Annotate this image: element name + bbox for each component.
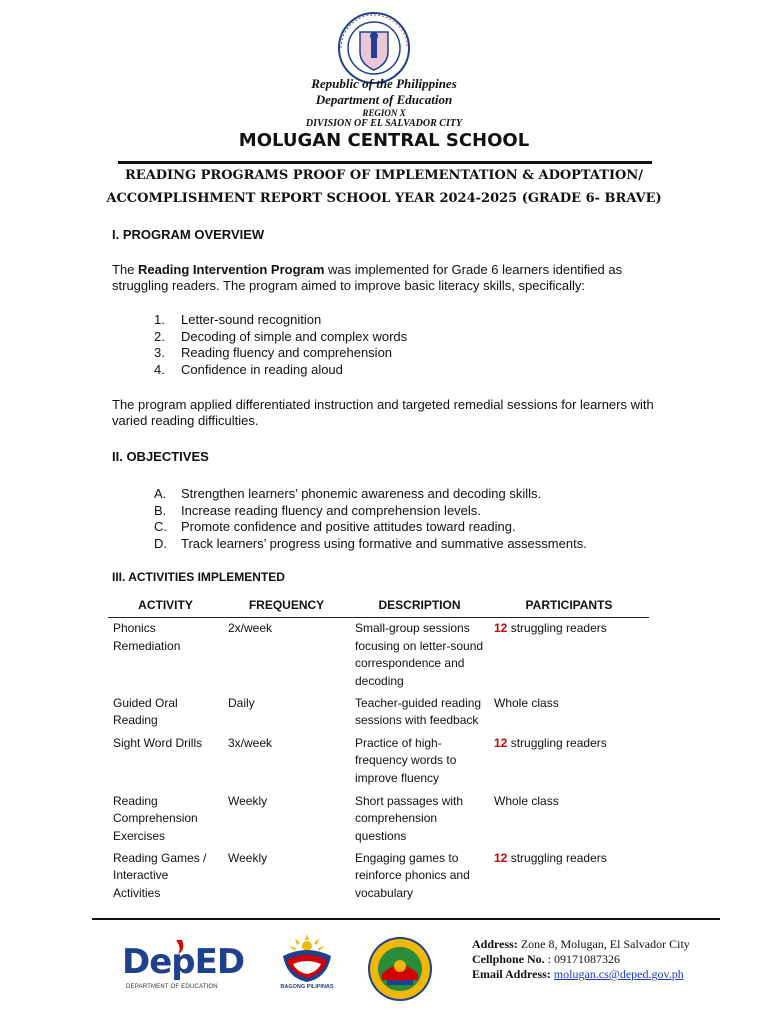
bagong-pilipinas-icon (277, 934, 337, 984)
table-row (108, 848, 649, 906)
cell-frequency: 2x/week (228, 621, 273, 635)
participant-text: struggling readers (507, 735, 607, 750)
phone-line (472, 952, 690, 967)
cell-participants (489, 848, 649, 906)
table-row (108, 791, 649, 848)
header-division: DIVISION OF EL SALVADOR CITY (305, 118, 463, 129)
list-marker: 1. (154, 312, 165, 327)
cell-description: Engaging games to reinforce phonics and vocabulary (355, 850, 470, 900)
overview-intro-pre: The (112, 262, 139, 277)
activities-table (108, 596, 649, 906)
list-marker: A. (154, 486, 167, 501)
section-heading-objectives: II. OBJECTIVES (112, 449, 209, 464)
list-item (154, 362, 407, 379)
cell-participants (489, 733, 649, 791)
overview-intro-program: Reading Intervention Program (138, 262, 325, 277)
school-seal-icon (367, 936, 433, 1002)
column-header-activity: ACTIVITY (108, 596, 223, 618)
participant-text: struggling readers (507, 621, 607, 635)
list-text: Promote confidence and positive attitudes toward reading. (181, 519, 516, 534)
list-item (154, 503, 587, 520)
footer-divider (92, 918, 720, 920)
table-row (108, 618, 649, 693)
list-item (154, 312, 407, 329)
bagong-pilipinas-logo (277, 934, 337, 994)
section-heading-activities: III. ACTIVITIES IMPLEMENTED (112, 570, 285, 584)
cell-participants (489, 693, 649, 733)
list-marker: D. (154, 535, 167, 551)
email-link[interactable]: molugan.cs@deped.gov.ph (553, 967, 684, 981)
cell-frequency: 3x/week (228, 735, 273, 750)
cell-description: Short passages with comprehension questions (355, 793, 464, 843)
participant-count: 12 (494, 850, 508, 865)
cell-frequency: Weekly (228, 793, 268, 808)
cell-description: Practice of high-frequency words to improve fluency (355, 735, 457, 785)
list-marker: 3. (154, 345, 165, 360)
participant-count: 12 (494, 621, 508, 635)
list-item (154, 329, 407, 346)
cell-activity: Reading Comprehension Exercises (113, 793, 198, 843)
cell-frequency: Daily (228, 695, 255, 710)
overview-intro (112, 262, 672, 294)
overview-skills-list (154, 312, 407, 378)
list-item (154, 536, 587, 553)
report-title-line1: READING PROGRAMS PROOF OF IMPLEMENTATION & ADOPTATION/ (124, 168, 643, 183)
list-text: Decoding of simple and complex words (181, 328, 408, 344)
objectives-list (154, 486, 587, 552)
address-label: Address: (472, 937, 518, 951)
header-department: Department of Education (315, 92, 453, 107)
bagong-pilipinas-caption: BAGONG PILIPINAS (280, 984, 334, 990)
column-header-participants: PARTICIPANTS (489, 596, 649, 618)
participant-count: 12 (494, 735, 508, 750)
deped-wordmark: DepED (122, 942, 245, 982)
list-marker: 4. (154, 361, 165, 377)
list-text: Confidence in reading aloud (181, 361, 343, 377)
address-value: Zone 8, Molugan, El Salvador City (517, 937, 690, 951)
cell-activity: Sight Word Drills (113, 735, 203, 750)
list-marker: 2. (154, 328, 165, 344)
phone-label: Cellphone No. (472, 952, 545, 966)
list-text: Letter-sound recognition (181, 312, 322, 327)
cell-frequency: Weekly (228, 850, 268, 865)
list-text: Strengthen learners’ phonemic awareness and decoding skills. (181, 486, 542, 501)
list-item (154, 486, 587, 503)
section-heading-overview: I. PROGRAM OVERVIEW (112, 227, 265, 242)
report-title-line2: ACCOMPLISHMENT REPORT SCHOOL YEAR 2024-2025 (GRADE 6- BRAVE) (106, 191, 662, 206)
column-header-frequency: FREQUENCY (223, 596, 350, 618)
cell-activity: Phonics Remediation (113, 621, 181, 653)
cell-description: Teacher-guided reading sessions with feedback (355, 695, 482, 727)
overview-intro-post: was implemented for Grade 6 learners identified as struggling readers. The program aimed to improve basic literacy skills, specifically: (112, 262, 623, 293)
deped-logo (122, 938, 245, 994)
cell-description: Small-group sessions focusing on letter-sound correspondence and decoding (355, 621, 484, 688)
cell-activity: Guided Oral Reading (113, 695, 178, 727)
list-text: Track learners’ progress using formative and summative assessments. (181, 535, 587, 551)
cell-participants (489, 618, 649, 693)
participant-text: struggling readers (507, 850, 607, 865)
list-text: Reading fluency and comprehension (181, 345, 393, 360)
header-region: REGION X (362, 108, 406, 118)
header-country: Republic of the Philippines (311, 76, 457, 91)
school-contact-block (472, 937, 690, 982)
overview-closing: The program applied differentiated instruction and targeted remedial sessions for learners with varied reading difficulties. (112, 397, 654, 428)
participant-text: Whole class (494, 695, 559, 710)
list-item (154, 345, 407, 362)
phone-value: : 09171087326 (544, 952, 621, 966)
email-label: Email Address: (472, 967, 551, 981)
list-text: Increase reading fluency and comprehension levels. (181, 502, 481, 518)
cell-participants (489, 791, 649, 848)
participant-text: Whole class (494, 793, 559, 808)
list-marker: C. (154, 519, 167, 534)
table-row (108, 733, 649, 791)
header-divider (118, 161, 652, 164)
column-header-description: DESCRIPTION (350, 596, 489, 618)
cell-activity: Reading Games / Interactive Activities (113, 850, 207, 900)
list-marker: B. (154, 502, 167, 518)
deped-seal-icon (338, 12, 410, 84)
school-name: MOLUGAN CENTRAL SCHOOL (238, 130, 530, 151)
address-line (472, 937, 690, 952)
table-row (108, 693, 649, 733)
email-line (472, 967, 690, 982)
list-item (154, 519, 587, 536)
deped-caption: DEPARTMENT OF EDUCATION (126, 984, 218, 990)
table-header-row (108, 596, 649, 618)
